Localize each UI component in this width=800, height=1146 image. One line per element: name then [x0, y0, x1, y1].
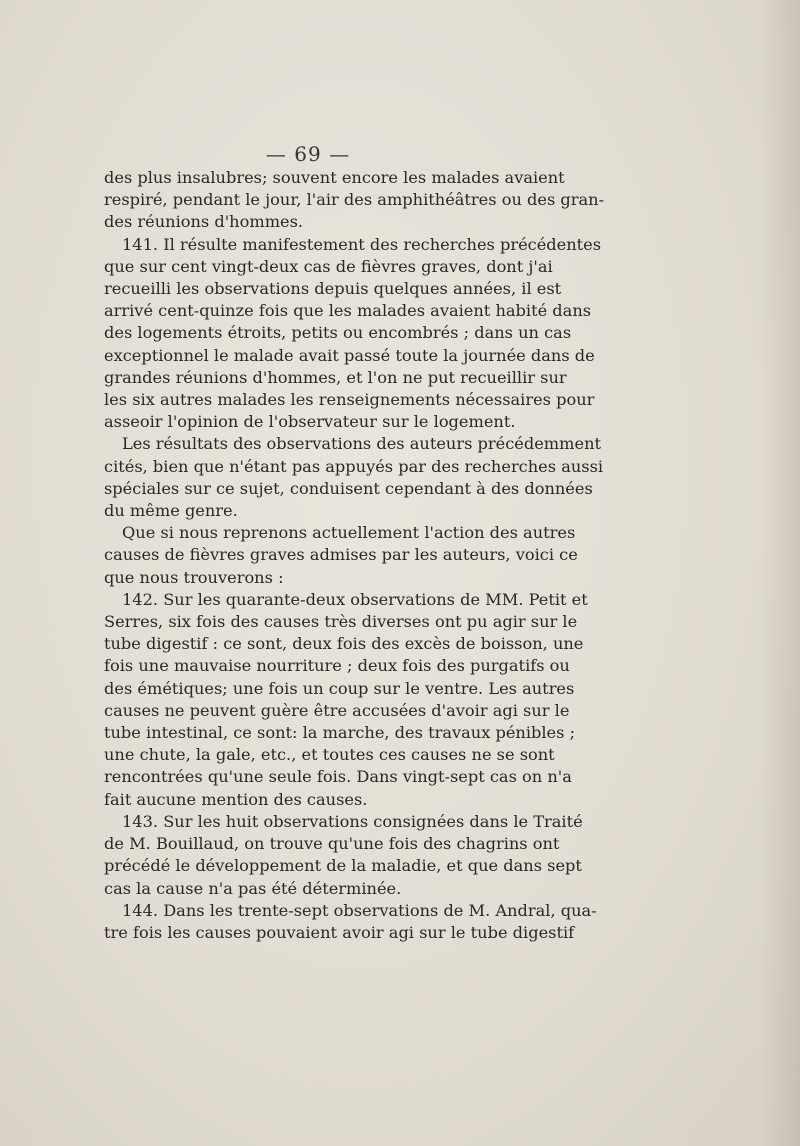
body-text	[104, 167, 605, 944]
text-line: que nous trouverons :	[104, 567, 284, 587]
text-line: Que si nous reprenons actuellement l'action des autres	[122, 523, 576, 543]
text-line: les six autres malades les renseignements nécessaires pour	[104, 390, 595, 410]
text-line: des émétiques; une fois un coup sur le ventre. Les autres	[104, 678, 575, 698]
text-line: 142. Sur les quarante-deux observations de MM. Petit et	[122, 589, 588, 609]
text-line: Serres, six fois des causes très diverses ont pu agir sur le	[104, 612, 578, 632]
text-line: exceptionnel le malade avait passé toute la journée dans de	[104, 345, 595, 365]
page-edge-shadow	[760, 0, 800, 1146]
text-line: grandes réunions d'hommes, et l'on ne put recueillir sur	[104, 367, 567, 387]
text-line: fois une mauvaise nourriture ; deux fois des purgatifs ou	[104, 656, 570, 676]
text-line: 141. Il résulte manifestement des recherches précédentes	[122, 234, 602, 254]
text-line: des réunions d'hommes.	[104, 212, 304, 232]
text-line: cités, bien que n'étant pas appuyés par des recherches aussi	[104, 456, 604, 476]
text-line: causes de fièvres graves admises par les auteurs, voici ce	[104, 545, 578, 565]
text-line: rencontrées qu'une seule fois. Dans vingt-sept cas on n'a	[104, 767, 572, 787]
text-line: du même genre.	[104, 501, 238, 521]
text-line: précédé le développement de la maladie, et que dans sept	[104, 856, 582, 876]
text-line: asseoir l'opinion de l'observateur sur le logement.	[104, 412, 516, 432]
text-line: des plus insalubres; souvent encore les malades avaient	[104, 168, 565, 187]
text-line: recueilli les observations depuis quelques années, il est	[104, 279, 562, 299]
page-number: — 69 —	[265, 142, 351, 166]
text-line: de M. Bouillaud, on trouve qu'une fois des chagrins ont	[104, 834, 560, 854]
text-line: respiré, pendant le jour, l'air des amphithéâtres ou des gran-	[104, 190, 605, 210]
text-line: cas la cause n'a pas été déterminée.	[104, 878, 402, 898]
text-line: une chute, la gale, etc., et toutes ces causes ne se sont	[104, 745, 555, 765]
text-line: tube intestinal, ce sont: la marche, des travaux pénibles ;	[104, 723, 576, 743]
text-line: Les résultats des observations des auteurs précédemment	[122, 434, 602, 454]
text-line: causes ne peuvent guère être accusées d'avoir agi sur le	[104, 700, 570, 720]
text-line: 144. Dans les trente-sept observations de M. Andral, qua-	[122, 900, 597, 920]
text-line: spéciales sur ce sujet, conduisent cependant à des données	[104, 478, 593, 498]
text-line: tre fois les causes pouvaient avoir agi sur le tube digestif	[104, 922, 575, 942]
text-line: arrivé cent-quinze fois que les malades avaient habité dans	[104, 301, 592, 321]
text-line: que sur cent vingt-deux cas de fièvres graves, dont j'ai	[104, 256, 553, 276]
text-line: des logements étroits, petits ou encombrés ; dans un cas	[104, 323, 572, 343]
text-line: fait aucune mention des causes.	[104, 789, 368, 809]
text-line: tube digestif : ce sont, deux fois des excès de boisson, une	[104, 634, 584, 654]
text-line: 143. Sur les huit observations consignées dans le Traité	[122, 811, 583, 831]
